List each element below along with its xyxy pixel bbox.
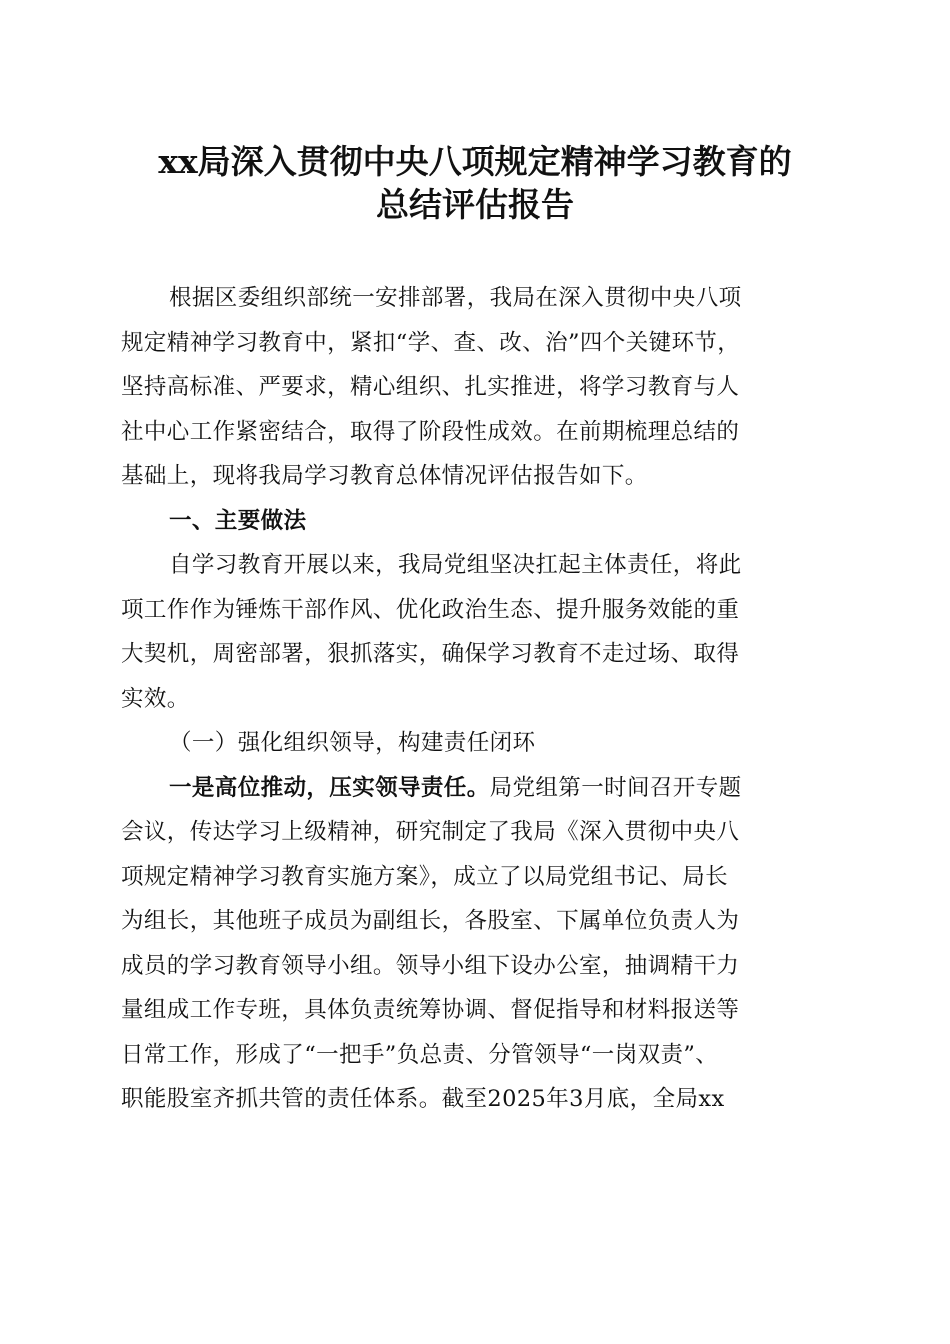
intro-line: 根据区委组织部统一安排部署，我局在深入贯彻中央八项 <box>169 285 742 311</box>
document-title-line-1: xx局深入贯彻中央八项规定精神学习教育的 <box>158 142 792 181</box>
section-body-line: 自学习教育开展以来，我局党组坚决扛起主体责任，将此 <box>169 552 742 578</box>
section-heading: 一、主要做法 <box>169 508 307 534</box>
paragraph-line: 日常工作，形成了“一把手”负总责、分管领导“一岗双责”、 <box>121 1042 719 1068</box>
paragraph-line: 量组成工作专班，具体负责统筹协调、督促指导和材料报送等 <box>121 997 740 1023</box>
paragraph-line: 为组长，其他班子成员为副组长，各股室、下属单位负责人为 <box>121 908 740 934</box>
intro-line: 基础上，现将我局学习教育总体情况评估报告如下。 <box>121 463 648 489</box>
paragraph-line: 职能股室齐抓共管的责任体系。截至2025年3月底，全局xx <box>121 1086 725 1112</box>
section-body-line: 项工作作为锤炼干部作风、优化政治生态、提升服务效能的重 <box>121 597 740 623</box>
paragraph-first-line <box>169 773 889 803</box>
subsection-heading: （一）强化组织领导，构建责任闭环 <box>169 730 536 756</box>
intro-line: 坚持高标准、严要求，精心组织、扎实推进，将学习教育与人 <box>121 374 740 400</box>
paragraph-lead-text: 一是高位推动，压实领导责任。 <box>169 775 490 801</box>
section-body-line: 大契机，周密部署，狠抓落实，确保学习教育不走过场、取得 <box>121 641 740 667</box>
intro-line: 社中心工作紧密结合，取得了阶段性成效。在前期梳理总结的 <box>121 419 740 445</box>
paragraph-line: 会议，传达学习上级精神，研究制定了我局《深入贯彻中央八 <box>121 819 740 845</box>
paragraph-line: 项规定精神学习教育实施方案》，成立了以局党组书记、局长 <box>121 864 729 890</box>
section-body-line: 实效。 <box>121 686 190 712</box>
intro-line: 规定精神学习教育中，紧扣“学、查、改、治”四个关键环节， <box>121 330 741 356</box>
paragraph-first-line-rest: 局党组第一时间召开专题 <box>489 775 742 801</box>
document-title-line-2: 总结评估报告 <box>376 185 574 224</box>
paragraph-line: 成员的学习教育领导小组。领导小组下设办公室，抽调精干力 <box>121 953 740 979</box>
